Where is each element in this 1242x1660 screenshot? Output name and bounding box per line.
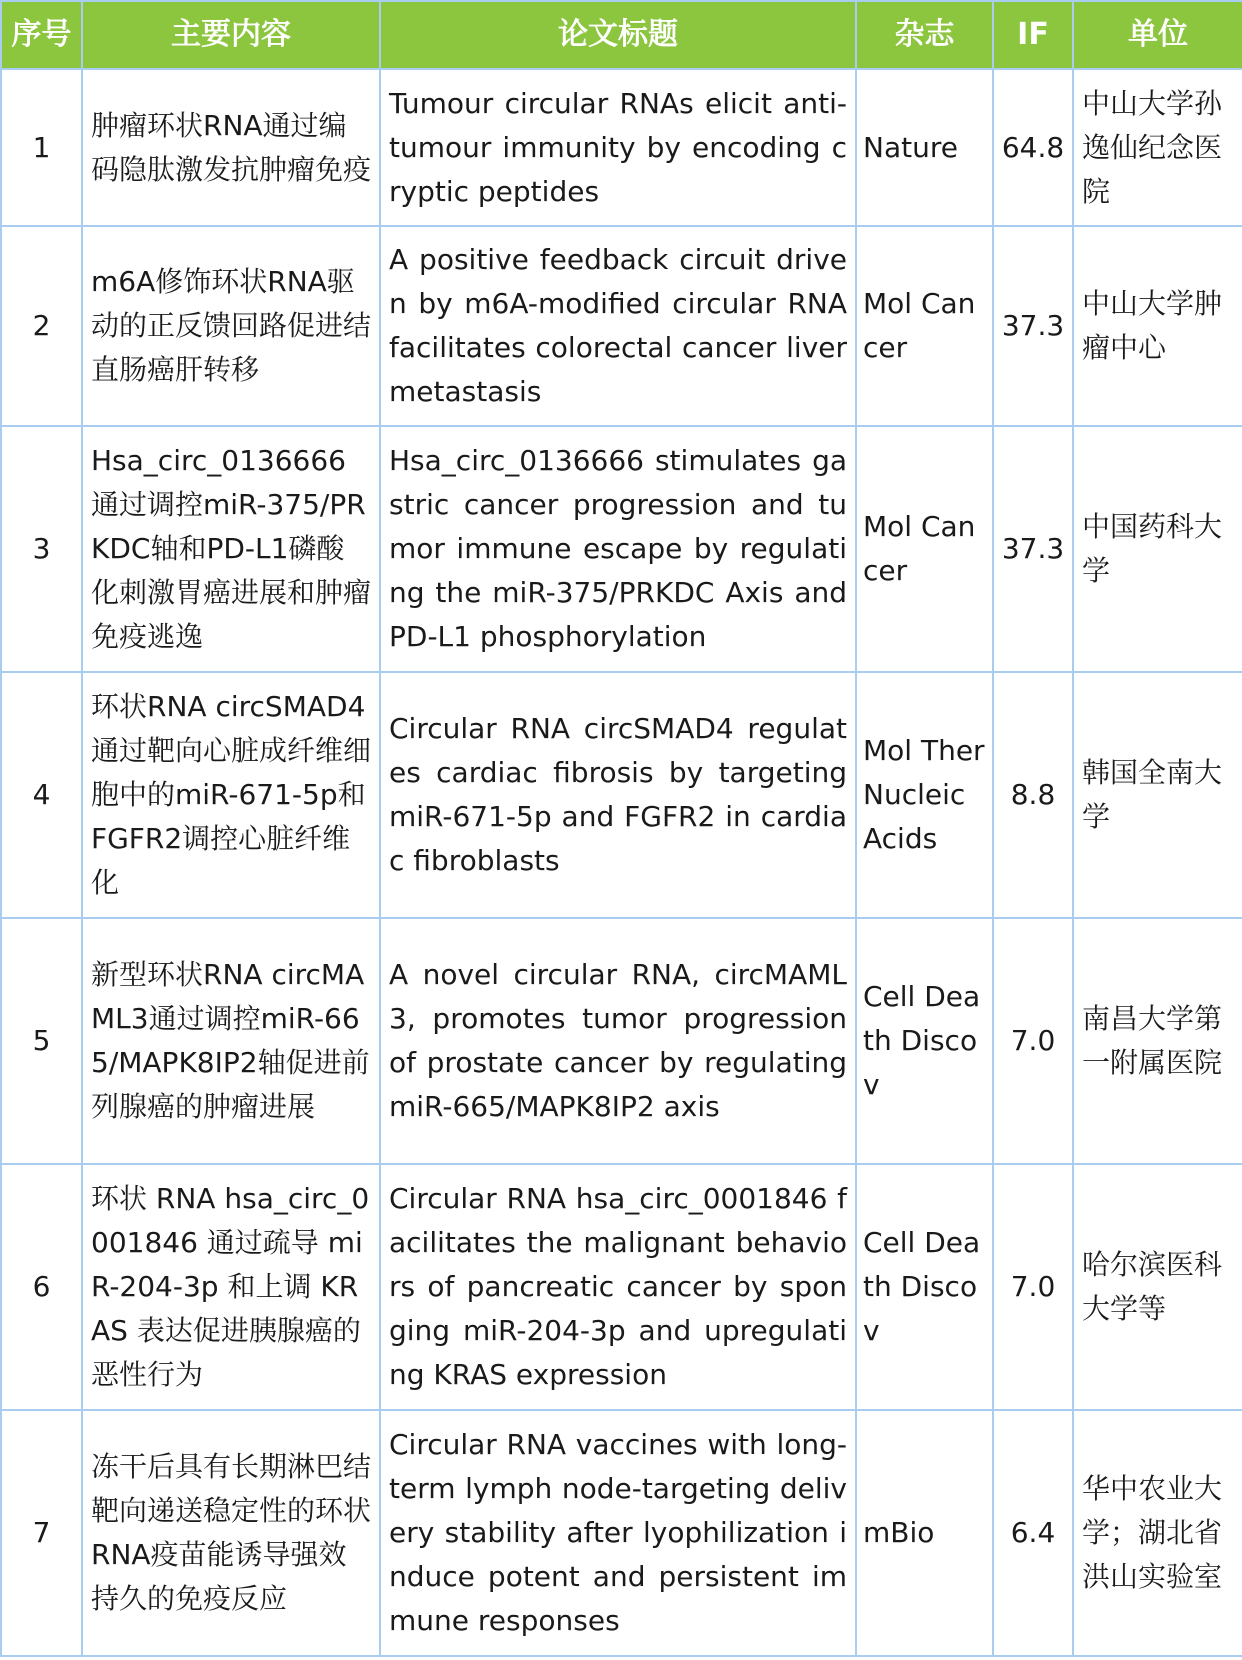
cell-content: 环状 RNA hsa_circ_0001846 通过疏导 miR-204-3p 和上调 KRAS 表达促进胰腺癌的恶性行为 xyxy=(82,1164,380,1410)
cell-content: 冻干后具有长期淋巴结靶向递送稳定性的环状RNA疫苗能诱导强效持久的免疫反应 xyxy=(82,1410,380,1656)
cell-num: 4 xyxy=(1,672,82,918)
cell-journal: Nature xyxy=(856,69,993,226)
cell-if: 7.0 xyxy=(993,918,1073,1164)
cell-title: Circular RNA circSMAD4 regulates cardiac fibrosis by targeting miR-671-5p and FGFR2 in cardiac fibroblasts xyxy=(380,672,856,918)
table-header xyxy=(1,1,1242,69)
cell-unit: 南昌大学第一附属医院 xyxy=(1073,918,1242,1164)
header-row xyxy=(1,1,1242,69)
cell-title: Circular RNA vaccines with long-term lymph node-targeting delivery stability after lyophilization induce potent and persistent immune responses xyxy=(380,1410,856,1656)
cell-if: 6.4 xyxy=(993,1410,1073,1656)
cell-if: 64.8 xyxy=(993,69,1073,226)
cell-num: 5 xyxy=(1,918,82,1164)
cell-unit: 韩国全南大学 xyxy=(1073,672,1242,918)
cell-unit: 中山大学肿瘤中心 xyxy=(1073,226,1242,426)
cell-content: Hsa_circ_0136666通过调控miR-375/PRKDC轴和PD-L1磷酸化刺激胃癌进展和肿瘤免疫逃逸 xyxy=(82,426,380,672)
cell-title: Hsa_circ_0136666 stimulates gastric cancer progression and tumor immune escape by regulating the miR-375/PRKDC Axis and PD-L1 phosphorylation xyxy=(380,426,856,672)
table-row xyxy=(1,226,1242,426)
header-journal: 杂志 xyxy=(856,1,993,69)
cell-unit: 中国药科大学 xyxy=(1073,426,1242,672)
cell-unit: 哈尔滨医科大学等 xyxy=(1073,1164,1242,1410)
cell-if: 7.0 xyxy=(993,1164,1073,1410)
cell-title: Tumour circular RNAs elicit anti-tumour immunity by encoding cryptic peptides xyxy=(380,69,856,226)
table-body xyxy=(1,69,1242,1656)
cell-num: 3 xyxy=(1,426,82,672)
cell-journal: Cell Death Discov xyxy=(856,918,993,1164)
cell-journal: Cell Death Discov xyxy=(856,1164,993,1410)
cell-if: 8.8 xyxy=(993,672,1073,918)
cell-num: 2 xyxy=(1,226,82,426)
cell-content: 肿瘤环状RNA通过编码隐肽激发抗肿瘤免疫 xyxy=(82,69,380,226)
cell-journal: Mol Cancer xyxy=(856,226,993,426)
cell-unit: 中山大学孙逸仙纪念医院 xyxy=(1073,69,1242,226)
cell-title: Circular RNA hsa_circ_0001846 facilitates the malignant behaviors of pancreatic cancer by sponging miR-204-3p and upregulating KRAS expression xyxy=(380,1164,856,1410)
header-unit: 单位 xyxy=(1073,1,1242,69)
cell-num: 1 xyxy=(1,69,82,226)
table-row xyxy=(1,69,1242,226)
cell-content: 环状RNA circSMAD4通过靶向心脏成纤维细胞中的miR-671-5p和FGFR2调控心脏纤维化 xyxy=(82,672,380,918)
cell-journal: mBio xyxy=(856,1410,993,1656)
cell-content: 新型环状RNA circMAML3通过调控miR-665/MAPK8IP2轴促进前列腺癌的肿瘤进展 xyxy=(82,918,380,1164)
cell-title: A positive feedback circuit driven by m6A-modified circular RNA facilitates colorectal cancer liver metastasis xyxy=(380,226,856,426)
cell-num: 7 xyxy=(1,1410,82,1656)
table-row xyxy=(1,672,1242,918)
header-title: 论文标题 xyxy=(380,1,856,69)
cell-if: 37.3 xyxy=(993,226,1073,426)
table-row xyxy=(1,918,1242,1164)
cell-journal: Mol Cancer xyxy=(856,426,993,672)
table-row xyxy=(1,1410,1242,1656)
cell-if: 37.3 xyxy=(993,426,1073,672)
cell-num: 6 xyxy=(1,1164,82,1410)
header-if: IF xyxy=(993,1,1073,69)
cell-content: m6A修饰环状RNA驱动的正反馈回路促进结直肠癌肝转移 xyxy=(82,226,380,426)
cell-title: A novel circular RNA, circMAML3, promotes tumor progression of prostate cancer by regulating miR-665/MAPK8IP2 axis xyxy=(380,918,856,1164)
table-row xyxy=(1,426,1242,672)
table-row xyxy=(1,1164,1242,1410)
cell-journal: Mol Ther Nucleic Acids xyxy=(856,672,993,918)
header-num: 序号 xyxy=(1,1,82,69)
header-content: 主要内容 xyxy=(82,1,380,69)
cell-unit: 华中农业大学；湖北省洪山实验室 xyxy=(1073,1410,1242,1656)
